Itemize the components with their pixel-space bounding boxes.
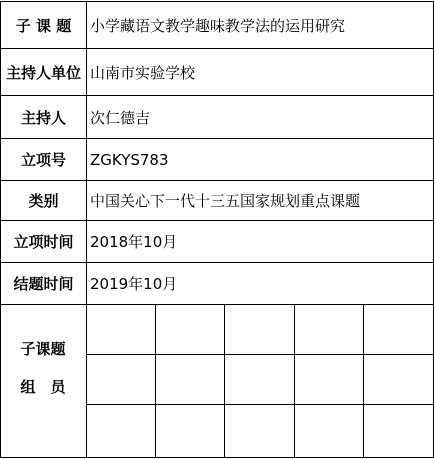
- value-project-number: ZGKYS783: [90, 150, 169, 169]
- value-subproject-title: 小学藏语文教学趣味教学法的运用研究: [90, 16, 346, 35]
- label-approval-date: 立项时间: [13, 233, 74, 251]
- member-cell[interactable]: [295, 405, 363, 457]
- value-approval-date: 2018年10月: [90, 233, 178, 251]
- member-cell[interactable]: [87, 355, 155, 404]
- member-cell[interactable]: [295, 355, 363, 404]
- value-host-unit: 山南市实验学校: [90, 63, 196, 82]
- member-cell[interactable]: [295, 305, 363, 354]
- label-host-unit: 主持人单位: [5, 63, 81, 82]
- member-cell[interactable]: [364, 355, 433, 404]
- value-host-person: 次仁德吉: [90, 108, 151, 127]
- member-cell[interactable]: [364, 405, 433, 457]
- member-cell[interactable]: [156, 405, 224, 457]
- label-members-line1: 子课题: [20, 340, 66, 358]
- member-cell[interactable]: [225, 305, 294, 354]
- value-category: 中国关心下一代十三五国家规划重点课题: [90, 192, 361, 210]
- label-category: 类别: [28, 192, 59, 210]
- label-project-number: 立项号: [20, 151, 66, 169]
- member-cell[interactable]: [156, 355, 224, 404]
- table-rule: [0, 457, 434, 458]
- label-host-person: 主持人: [20, 108, 66, 127]
- member-cell[interactable]: [87, 405, 155, 457]
- member-cell[interactable]: [225, 355, 294, 404]
- value-completion-date: 2019年10月: [90, 275, 178, 293]
- member-cell[interactable]: [225, 405, 294, 457]
- label-members: [1, 306, 85, 457]
- member-cell[interactable]: [364, 305, 433, 354]
- label-members-line2: 组 员: [20, 378, 66, 396]
- member-cell[interactable]: [156, 305, 224, 354]
- label-completion-date: 结题时间: [13, 275, 74, 293]
- label-subproject: 子 课 题: [15, 16, 72, 35]
- member-cell[interactable]: [87, 305, 155, 354]
